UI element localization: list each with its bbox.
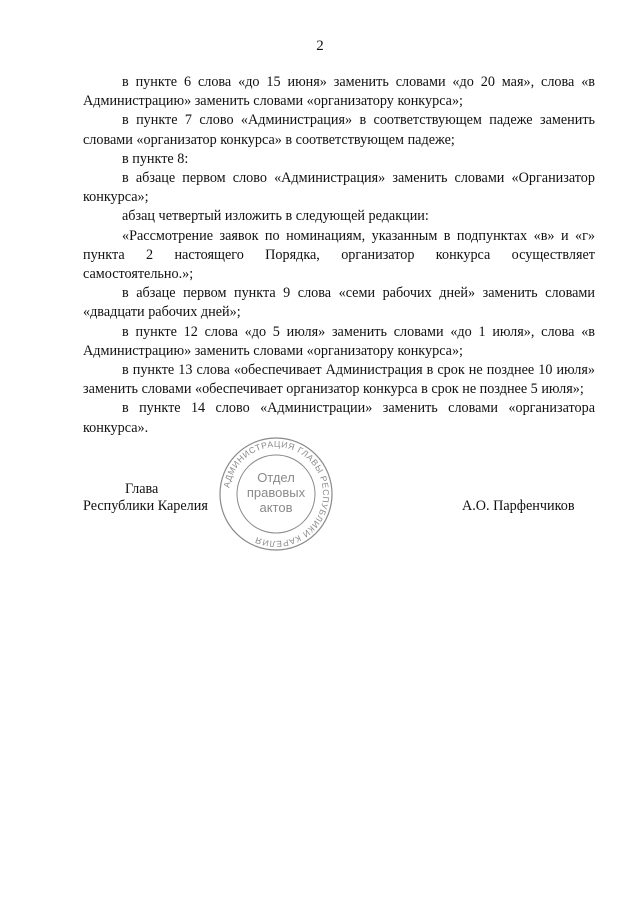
paragraph-1: в пункте 6 слова «до 15 июня» заменить словами «до 20 мая», слова «в Администрацию» заменить словами «организатору конкурса»;: [83, 74, 595, 110]
stamp-center-line1: Отдел: [257, 470, 295, 485]
signatory-title-line1: Глава: [125, 481, 159, 497]
signatory-title-line2: Республики Карелия: [83, 498, 208, 514]
paragraph-4: в абзаце первом слово «Администрация» заменить словами «Организатор конкурса»;: [83, 170, 595, 206]
paragraph-10: в пункте 14 слово «Администрации» заменить словами «организатора конкурса».: [83, 400, 595, 436]
paragraph-7: в абзаце первом пункта 9 слова «семи рабочих дней» заменить словами «двадцати рабочих дней»;: [83, 285, 595, 321]
paragraph-9: в пункте 13 слова «обеспечивает Администрация в срок не позднее 10 июля» заменить словами «обеспечивает организатор конкурса в срок не позднее 5 июля»;: [83, 362, 595, 398]
paragraph-5: абзац четвертый изложить в следующей редакции:: [122, 208, 429, 225]
document-body: [83, 73, 595, 438]
stamp-center-line3: актов: [259, 500, 293, 515]
signatory-title: [83, 481, 208, 515]
paragraph-6: «Рассмотрение заявок по номинациям, указанным в подпунктах «в» и «г» пункта 2 настоящего Порядка, организатор конкурса осуществляет самостоятельно.»;: [83, 227, 595, 283]
page-number: 2: [316, 38, 324, 54]
stamp-ring-text: АДМИНИСТРАЦИЯ ГЛАВЫ РЕСПУБЛИКИ КАРЕЛИЯ: [221, 438, 332, 550]
signatory-name: А.О. Парфенчиков: [462, 498, 575, 514]
stamp-seal: [218, 436, 334, 552]
paragraph-3: в пункте 8:: [122, 150, 189, 167]
paragraph-2: в пункте 7 слово «Администрация» в соответствующем падеже заменить словами «организатор конкурса» в соответствующем падеже;: [83, 112, 595, 148]
paragraph-8: в пункте 12 слова «до 5 июля» заменить словами «до 1 июля», слова «в Администрацию» заменить словами «организатору конкурса»;: [83, 323, 595, 359]
stamp-center-line2: правовых: [246, 485, 306, 500]
